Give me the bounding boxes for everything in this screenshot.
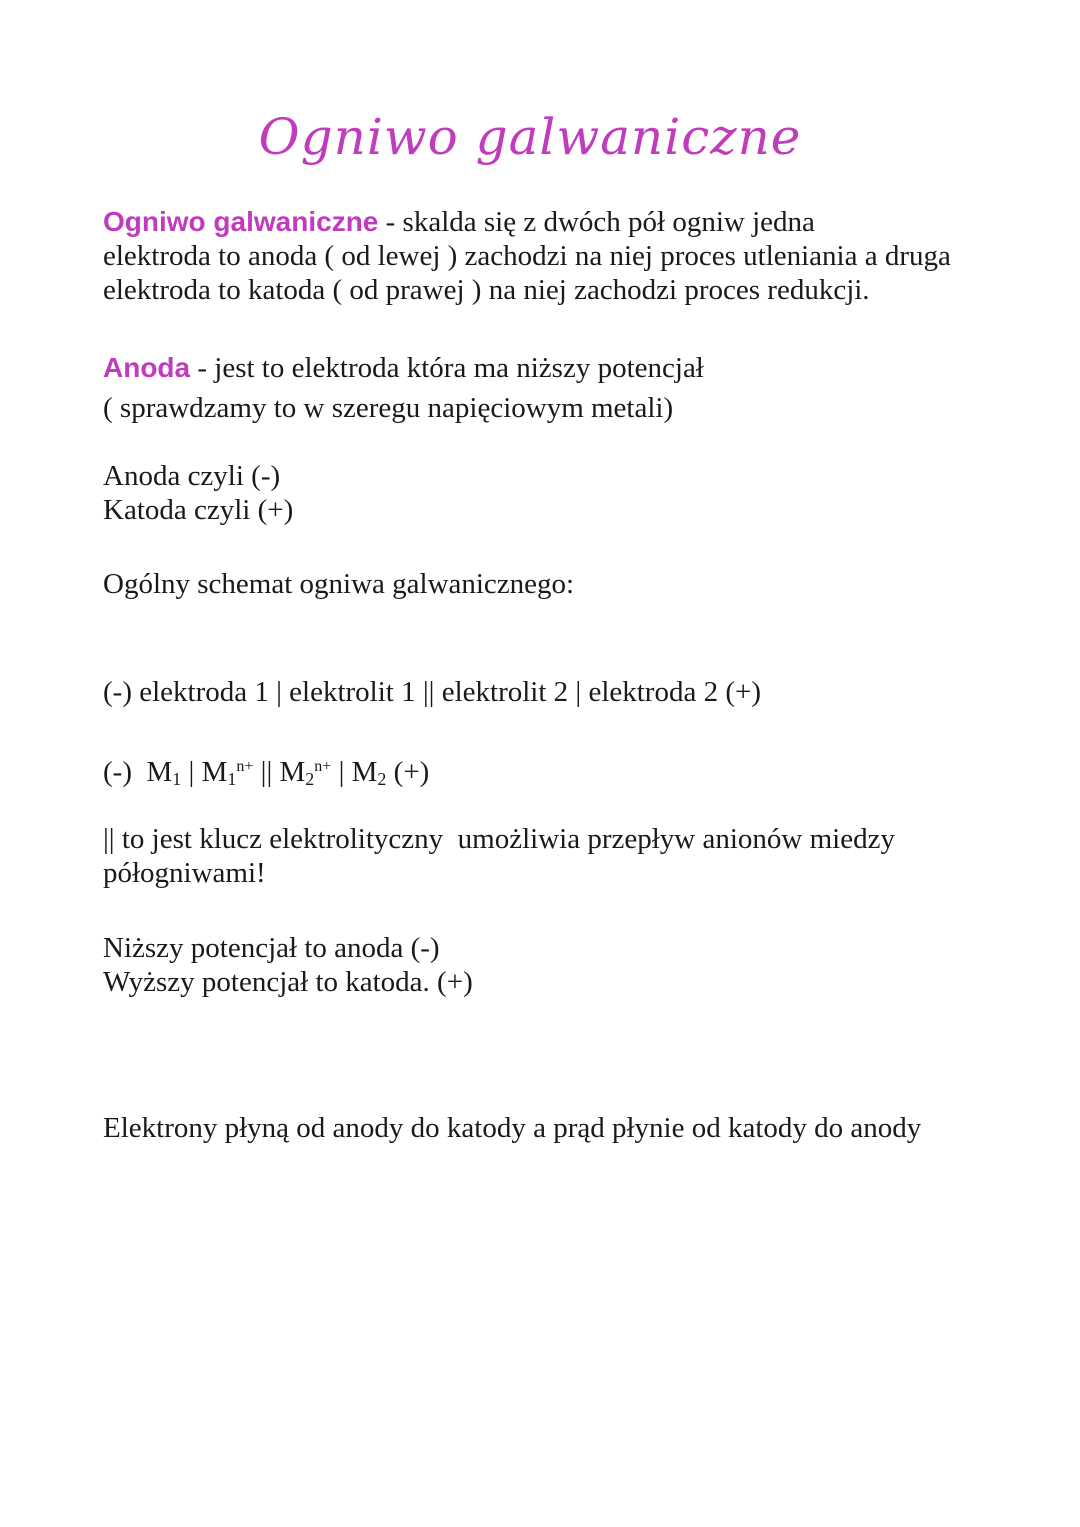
definition-paragraph bbox=[103, 205, 983, 307]
sign-anode: Anoda czyli (-) bbox=[103, 460, 281, 492]
anode-term: Anoda bbox=[103, 352, 191, 383]
definition-term: Ogniwo galwaniczne bbox=[103, 206, 379, 237]
potential-lower: Niższy potencjał to anoda (-) bbox=[103, 932, 440, 964]
potential-higher: Wyższy potencjał to katoda. (+) bbox=[103, 966, 473, 998]
definition-line-3: elektroda to katoda ( od prawej ) na niej zachodzi proces redukcji. bbox=[103, 274, 870, 306]
definition-line-2: elektroda to anoda ( od lewej ) zachodzi na niej proces utleniania a druga bbox=[103, 240, 951, 272]
schema-symbolic: (-) $M_1$ | $M_1^{n+}$ || $M_2^{n+}$ | $M_2$ (+) bbox=[103, 756, 430, 789]
page-title: Ogniwo galwaniczne bbox=[258, 108, 802, 166]
flow-paragraph: Elektrony płyną od anody do katody a prąd płynie od katody do anody bbox=[103, 1112, 922, 1144]
anode-paragraph bbox=[103, 348, 704, 428]
schema-intro: Ogólny schemat ogniwa galwanicznego: bbox=[103, 568, 575, 600]
sign-cathode: Katoda czyli (+) bbox=[103, 494, 294, 526]
salt-bridge-paragraph bbox=[103, 822, 983, 890]
anode-line-2: ( sprawdzamy to w szeregu napięciowym metali) bbox=[103, 392, 674, 424]
signs-paragraph bbox=[103, 459, 293, 527]
definition-line-1: - skalda się z dwóch pół ogniw jedna bbox=[378, 206, 815, 238]
salt-bridge-line-2: półogniwami! bbox=[103, 857, 266, 889]
potentials-paragraph bbox=[103, 931, 473, 999]
salt-bridge-line-1: || to jest klucz elektrolityczny umożliwia przepływ anionów miedzy bbox=[103, 823, 895, 855]
schema-general: (-) elektroda 1 | elektrolit 1 || elektrolit 2 | elektroda 2 (+) bbox=[103, 676, 762, 708]
anode-line-1: - jest to elektroda która ma niższy potencjał bbox=[190, 352, 704, 384]
document-body bbox=[103, 205, 983, 1144]
